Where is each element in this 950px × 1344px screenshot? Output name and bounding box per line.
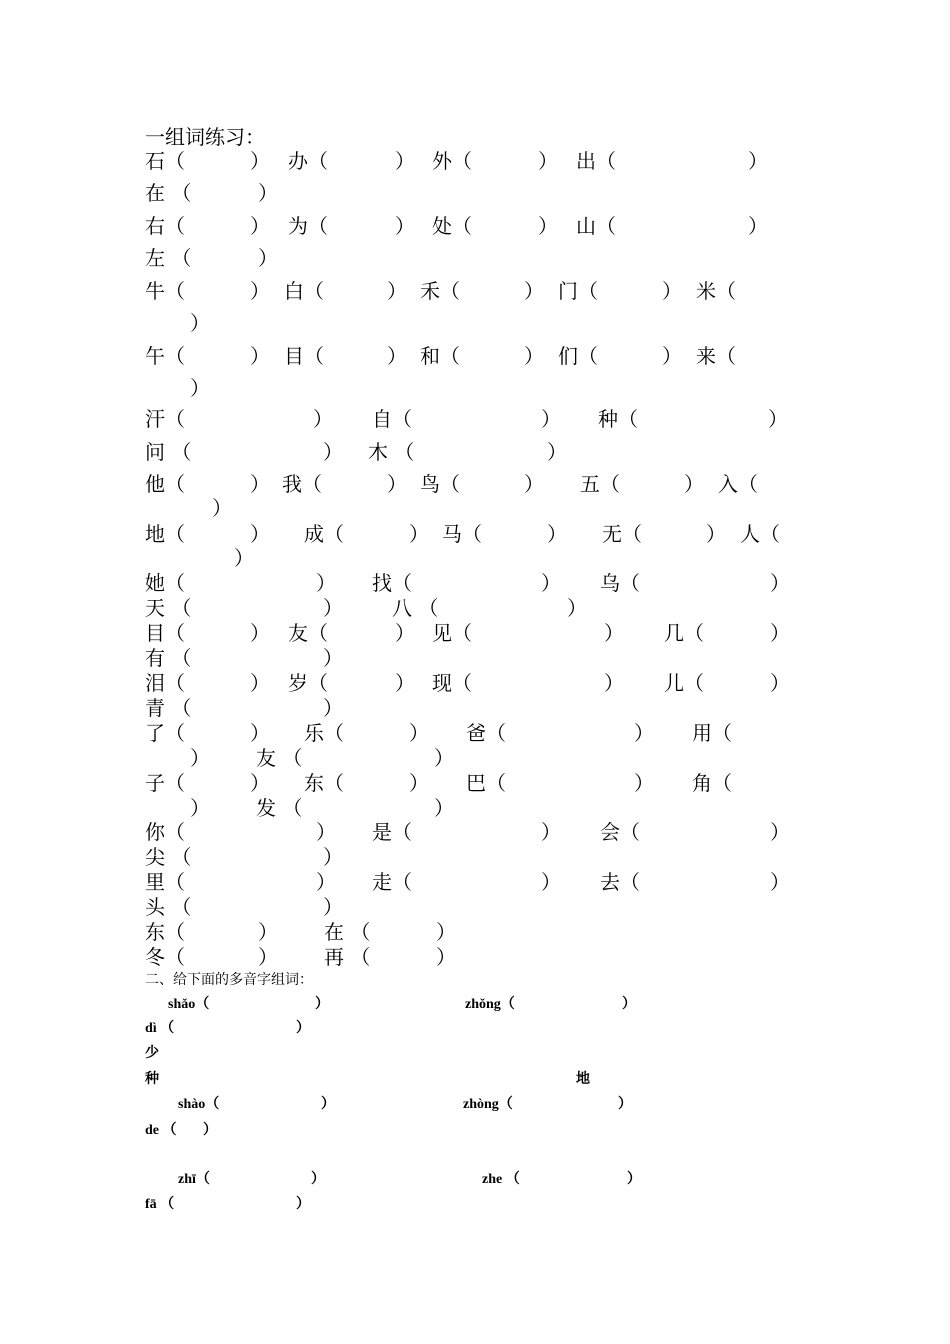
word-item: 发 （ xyxy=(256,796,303,820)
word-answer-blank-close: ） xyxy=(323,596,343,620)
word-item: 为（ xyxy=(288,214,328,238)
word-item: 门（ xyxy=(558,279,598,303)
word-answer-blank-close: ） xyxy=(662,344,682,368)
word-answer-blank-close: ） xyxy=(541,870,561,894)
word-answer-blank-close: ） xyxy=(395,149,415,173)
word-item: 汗（ xyxy=(145,407,185,431)
word-answer-blank-close: ） xyxy=(634,721,654,745)
word-item: 你（ xyxy=(145,820,185,844)
word-item: 泪（ xyxy=(145,671,185,695)
word-answer-blank-close: ） xyxy=(316,571,336,595)
word-answer-blank-close: ） xyxy=(541,820,561,844)
word-item: 再 （ xyxy=(324,945,371,969)
word-answer-blank-close: ） xyxy=(250,149,270,173)
word-item: 外（ xyxy=(432,149,472,173)
word-answer-blank-close: ） xyxy=(706,522,726,546)
word-answer-blank-close: ） xyxy=(524,344,544,368)
section-two-title: 二、给下面的多音字组词： xyxy=(145,972,313,988)
word-answer-blank-close: ） xyxy=(313,407,333,431)
word-item: 巴（ xyxy=(466,771,506,795)
word-item: 岁（ xyxy=(288,671,328,695)
word-answer-blank-close: ） xyxy=(748,149,768,173)
word-answer-blank-close: ） xyxy=(748,214,768,238)
word-item: 见（ xyxy=(432,621,472,645)
word-item: 里（ xyxy=(145,870,185,894)
word-answer-blank-close: ） xyxy=(323,845,343,869)
word-answer-blank-close: ） xyxy=(323,895,343,919)
word-item: 有 （ xyxy=(145,646,192,670)
word-item: 出（ xyxy=(576,149,616,173)
word-item: 人（ xyxy=(740,522,780,546)
word-answer-blank-close: ） xyxy=(547,522,567,546)
word-item: 米（ xyxy=(696,279,736,303)
word-answer-blank-close: ） xyxy=(387,344,407,368)
word-item: 山（ xyxy=(576,214,616,238)
word-item: 左 （ xyxy=(145,246,192,270)
word-item: 五（ xyxy=(580,472,620,496)
pinyin-item: dì （ xyxy=(145,1021,175,1036)
word-item: 他（ xyxy=(145,472,185,496)
word-item: 冬（ xyxy=(145,945,185,969)
word-answer-blank-close: ） xyxy=(323,696,343,720)
word-answer-blank-close: ） xyxy=(434,796,454,820)
pinyin-answer-blank-close: ） xyxy=(203,1123,217,1138)
word-answer-blank-close: ） xyxy=(770,820,790,844)
word-item: 牛（ xyxy=(145,279,185,303)
word-item: 目（ xyxy=(145,621,185,645)
word-answer-blank-close: ） xyxy=(258,181,278,205)
pinyin-answer-blank-close: ） xyxy=(296,1197,310,1212)
word-item: 地（ xyxy=(145,522,185,546)
word-answer-blank-close: ） xyxy=(395,214,415,238)
word-item: 几（ xyxy=(664,621,704,645)
word-item: 乐（ xyxy=(304,721,344,745)
word-item: 是（ xyxy=(372,820,412,844)
word-answer-blank-close: ） xyxy=(316,820,336,844)
word-answer-blank-close: ） xyxy=(436,945,456,969)
pinyin-item: zhòng（ xyxy=(463,1097,513,1112)
word-answer-blank-close: ） xyxy=(190,311,210,335)
word-answer-blank-close: ） xyxy=(387,279,407,303)
word-item: 了（ xyxy=(145,721,185,745)
pinyin-item: zhe （ xyxy=(482,1172,520,1187)
word-item: 青 （ xyxy=(145,696,192,720)
pinyin-item: 地 xyxy=(576,1072,590,1087)
word-answer-blank-close: ） xyxy=(662,279,682,303)
word-item: 天 （ xyxy=(145,596,192,620)
word-item: 友 （ xyxy=(256,746,303,770)
word-item: 鸟（ xyxy=(420,472,460,496)
word-item: 角（ xyxy=(692,771,732,795)
word-answer-blank-close: ） xyxy=(770,671,790,695)
word-item: 尖 （ xyxy=(145,845,192,869)
word-item: 八 （ xyxy=(392,596,439,620)
word-answer-blank-close: ） xyxy=(604,671,624,695)
word-answer-blank-close: ） xyxy=(547,440,567,464)
word-item: 子（ xyxy=(145,771,185,795)
pinyin-item: zhī（ xyxy=(178,1172,210,1187)
word-answer-blank-close: ） xyxy=(770,571,790,595)
word-answer-blank-close: ） xyxy=(323,440,343,464)
word-answer-blank-close: ） xyxy=(258,246,278,270)
word-answer-blank-close: ） xyxy=(234,546,254,570)
word-answer-blank-close: ） xyxy=(250,721,270,745)
pinyin-answer-blank-close: ） xyxy=(618,1097,632,1112)
word-item: 儿（ xyxy=(664,671,704,695)
word-answer-blank-close: ） xyxy=(250,771,270,795)
word-answer-blank-close: ） xyxy=(250,472,270,496)
word-item: 用（ xyxy=(692,721,732,745)
pinyin-item: 种 xyxy=(145,1072,159,1087)
pinyin-item: de （ xyxy=(145,1123,177,1138)
word-item: 东（ xyxy=(145,920,185,944)
word-answer-blank-close: ） xyxy=(768,407,788,431)
word-answer-blank-close: ） xyxy=(250,522,270,546)
pinyin-item: shǎo（ xyxy=(168,997,210,1012)
word-item: 成（ xyxy=(304,522,344,546)
word-answer-blank-close: ） xyxy=(387,472,407,496)
word-item: 禾（ xyxy=(420,279,460,303)
word-item: 石（ xyxy=(145,149,185,173)
word-item: 东（ xyxy=(304,771,344,795)
word-answer-blank-close: ） xyxy=(395,621,415,645)
word-item: 午（ xyxy=(145,344,185,368)
word-item: 们（ xyxy=(558,344,598,368)
word-answer-blank-close: ） xyxy=(250,621,270,645)
pinyin-answer-blank-close: ） xyxy=(315,997,329,1012)
word-item: 目（ xyxy=(284,344,324,368)
word-item: 和（ xyxy=(420,344,460,368)
word-answer-blank-close: ） xyxy=(250,279,270,303)
word-answer-blank-close: ） xyxy=(604,621,624,645)
word-answer-blank-close: ） xyxy=(409,771,429,795)
word-answer-blank-close: ） xyxy=(258,945,278,969)
word-item: 她（ xyxy=(145,571,185,595)
word-answer-blank-close: ） xyxy=(258,920,278,944)
word-answer-blank-close: ） xyxy=(770,621,790,645)
word-answer-blank-close: ） xyxy=(538,214,558,238)
word-item: 头 （ xyxy=(145,895,192,919)
word-answer-blank-close: ） xyxy=(524,472,544,496)
worksheet-title: 一组词练习： xyxy=(145,125,265,149)
word-item: 马（ xyxy=(442,522,482,546)
pinyin-answer-blank-close: ） xyxy=(622,997,636,1012)
word-item: 种（ xyxy=(598,407,638,431)
word-answer-blank-close: ） xyxy=(567,596,587,620)
word-answer-blank-close: ） xyxy=(250,214,270,238)
word-answer-blank-close: ） xyxy=(212,496,232,520)
word-item: 无（ xyxy=(602,522,642,546)
word-item: 爸（ xyxy=(466,721,506,745)
word-answer-blank-close: ） xyxy=(323,646,343,670)
word-item: 现（ xyxy=(432,671,472,695)
word-item: 找（ xyxy=(372,571,412,595)
pinyin-item: shào（ xyxy=(178,1097,220,1112)
word-answer-blank-close: ） xyxy=(541,571,561,595)
word-item: 入（ xyxy=(718,472,758,496)
word-answer-blank-close: ） xyxy=(250,344,270,368)
pinyin-answer-blank-close: ） xyxy=(311,1172,325,1187)
word-answer-blank-close: ） xyxy=(634,771,654,795)
word-item: 友（ xyxy=(288,621,328,645)
word-answer-blank-close: ） xyxy=(190,796,210,820)
word-answer-blank-close: ） xyxy=(770,870,790,894)
word-item: 会（ xyxy=(600,820,640,844)
word-item: 木 （ xyxy=(368,440,415,464)
word-item: 去（ xyxy=(600,870,640,894)
word-answer-blank-close: ） xyxy=(434,746,454,770)
word-answer-blank-close: ） xyxy=(436,920,456,944)
word-item: 在 （ xyxy=(324,920,371,944)
word-item: 自（ xyxy=(372,407,412,431)
word-item: 处（ xyxy=(432,214,472,238)
word-item: 走（ xyxy=(372,870,412,894)
word-item: 办（ xyxy=(288,149,328,173)
word-item: 在 （ xyxy=(145,181,192,205)
word-item: 乌（ xyxy=(600,571,640,595)
word-answer-blank-close: ） xyxy=(395,671,415,695)
pinyin-item: 少 xyxy=(145,1046,159,1061)
word-answer-blank-close: ） xyxy=(190,376,210,400)
word-answer-blank-close: ） xyxy=(316,870,336,894)
word-item: 右（ xyxy=(145,214,185,238)
word-item: 我（ xyxy=(282,472,322,496)
word-answer-blank-close: ） xyxy=(538,149,558,173)
word-answer-blank-close: ） xyxy=(250,671,270,695)
pinyin-item: fā （ xyxy=(145,1197,175,1212)
word-answer-blank-close: ） xyxy=(541,407,561,431)
word-answer-blank-close: ） xyxy=(409,721,429,745)
word-answer-blank-close: ） xyxy=(190,746,210,770)
word-answer-blank-close: ） xyxy=(684,472,704,496)
word-item: 来（ xyxy=(696,344,736,368)
word-item: 问 （ xyxy=(145,440,192,464)
word-answer-blank-close: ） xyxy=(409,522,429,546)
word-answer-blank-close: ） xyxy=(524,279,544,303)
pinyin-answer-blank-close: ） xyxy=(321,1097,335,1112)
pinyin-item: zhǒng（ xyxy=(465,997,515,1012)
pinyin-answer-blank-close: ） xyxy=(296,1021,310,1036)
word-item: 白（ xyxy=(284,279,324,303)
pinyin-answer-blank-close: ） xyxy=(627,1172,641,1187)
